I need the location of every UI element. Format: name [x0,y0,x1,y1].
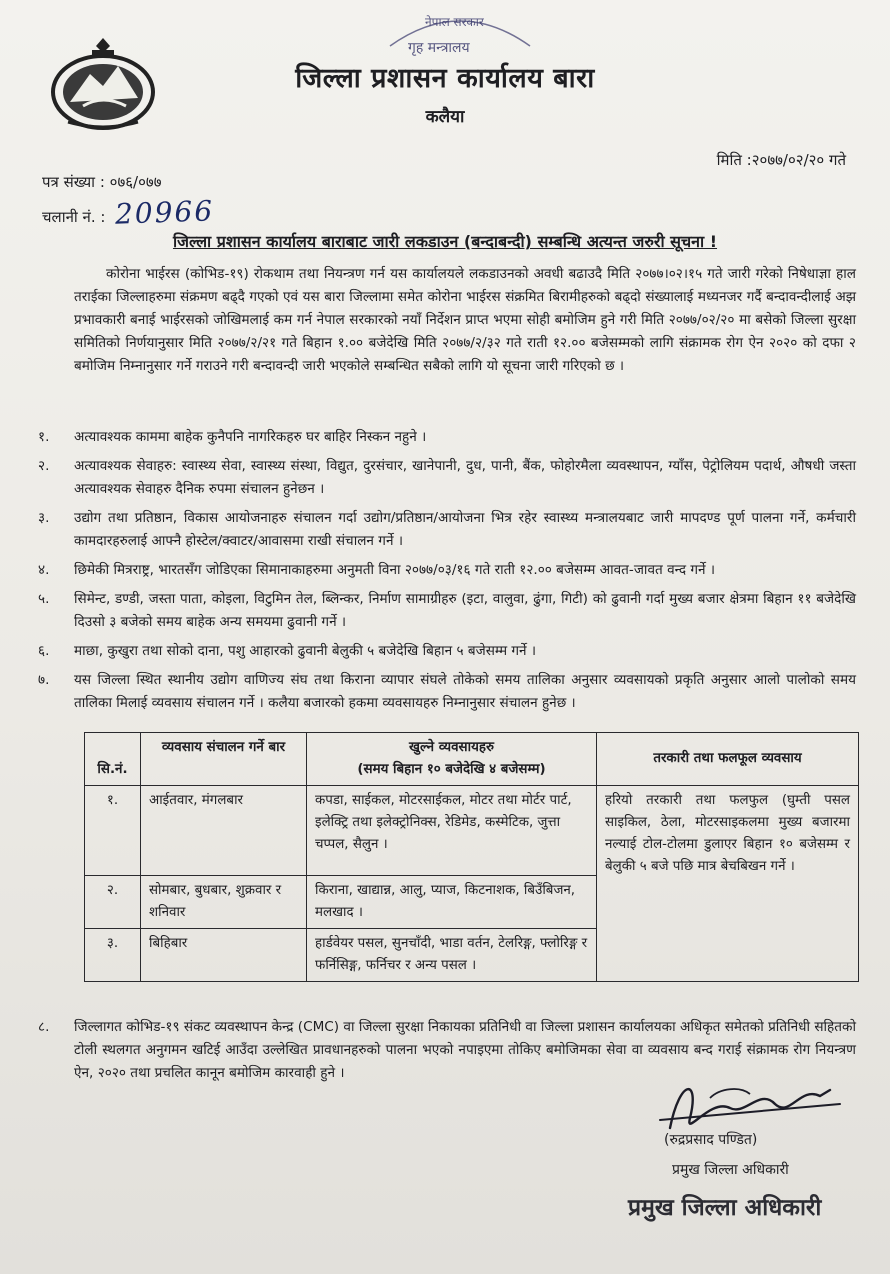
item-text: सिमेन्ट, डण्डी, जस्ता पाता, कोइला, विटुमिन तेल, ब्लिन्कर, निर्माण सामाग्रीहरु (इटा, वालुवा, ढुंगा, गिटी) को ढुवानी गर्दा मुख्य बजार क्षेत्रमा बिहान ११ बजेदेखि दिउसो ३ बजेको समय बाहेक अन्य समयमा ढुवानी गर्ने । [74,591,856,630]
ministry-seal [370,6,550,66]
header-days-label: व्यवसाय संचालन गर्ने बार [161,740,286,755]
header-sn [85,733,141,786]
row-business: कपडा, साईकल, मोटरसाईकल, मोटर तथा मोर्टर पार्ट, इलेक्ट्रि तथा इलेक्ट्रोनिक्स, रेडिमेड, कस्मेटिक, जुत्ता चप्पल, सैलुन । [307,786,597,876]
item-text: छिमेकी मित्रराष्ट्र, भारतसँग जोडिएका सिमानाकाहरुमा अनुमती विना २०७७/०३/१६ गते राती १२.०० बजेसम्म आवत-जावत वन्द गर्ने । [74,562,716,578]
reference-number: पत्र संख्या : ०७६/०७७ [42,173,162,191]
row-sn: ३. [85,929,141,982]
directive-list [38,426,856,721]
dispatch-line [42,196,215,229]
vegetable-rule: हरियो तरकारी तथा फलफुल (घुम्ती पसल साइकिल, ठेला, मोटरसाइकलमा मुख्य बजारमा नल्याई टोल-टोलमा डुलाएर बिहान १० बजेसम्म र बेलुकी ५ बजे पछि मात्र बेचबिखन गर्ने । [597,786,859,982]
item-text: अत्यावश्यक सेवाहरु: स्वास्थ्य सेवा, स्वास्थ्य संस्था, विद्युत, दुरसंचार, खानेपानी, दुध, पानी, बैंक, फोहोरमैला व्यवस्थापन, ग्याँस, पेट्रोलियम पदार्थ, औषधी जस्ता अत्यावश्यक सेवाहरु दैनिक रुपमा संचालन हुनेछन । [74,458,856,497]
dispatch-label: चलानी नं. : [42,208,106,226]
seal-top-text: नेपाल सरकार [425,15,484,29]
header-business-label: खुल्ने व्यवसायहरु [409,740,494,755]
row-days: बिहिबार [141,929,307,982]
office-name: जिल्ला प्रशासन कार्यालय बारा [295,63,595,94]
list-item [38,559,856,582]
table-row [85,786,859,876]
notice-subject: जिल्ला प्रशासन कार्यालय बाराबाट जारी लकडाउन (बन्दाबन्दी) सम्बन्धि अत्यन्त जरुरी सूचना ! [172,232,718,251]
business-schedule-table [84,732,859,982]
title-stamp: प्रमुख जिल्ला अधिकारी [628,1195,822,1221]
row-days: आईतवार, मंगलबार [141,786,307,876]
item-text: अत्यावश्यक काममा बाहेक कुनैपनि नागरिकहरु घर बाहिर निस्कन नहुने । [74,429,427,445]
table-header-row [85,733,859,786]
row-business: हार्डवेयर पसल, सुनचाँदी, भाडा वर्तन, टेलरिङ्ग, फ्लोरिङ्ग र फर्निसिङ्ग, फर्निचर र अन्य पसल । [307,929,597,982]
item-text: माछा, कुखुरा तथा सोको दाना, पशु आहारको ढुवानी बेलुकी ५ बजेदेखि बिहान ५ बजेसम्म गर्ने । [74,643,537,659]
item-number: २. [38,458,50,474]
item-text: जिल्लागत कोभिड-१९ संकट व्यवस्थापन केन्द्र (CMC) वा जिल्ला सुरक्षा निकायका प्रतिनिधी वा जिल्ला प्रशासन कार्यालयका अधिकृत समेतको प्रतिनिधी सहितको टोली स्थलगत अनुगमन खटिई आउँदा उल्लेखित प्रावधानहरुको पालना भएको नपाइएमा तोकिए बमोजिमका सेवा वा व्यवसाय बन्द गराई संक्रामक रोग नियन्त्रण ऐन, २०२० तथा प्रचलित कानून बमोजिम कारवाही हुने । [74,1019,856,1081]
item-number: ८. [38,1019,50,1035]
office-place: कलैया [425,107,465,127]
item-number: ३. [38,510,50,526]
list-item [38,669,856,715]
item-number: ६. [38,643,50,659]
header-veg-label: तरकारी तथा फलफूल व्यवसाय [653,751,802,766]
item-text: यस जिल्ला स्थित स्थानीय उद्योग वाणिज्य संघ तथा किराना व्यापार संघले तोकेको समय तालिका अनुसार व्यवसायको प्रकृति अनुसार आलो पालोको समय तालिका मिलाई व्यवसाय संचालन गर्ने । कलैया बजारको हकमा व्यवसायहरु निम्नानुसार संचालन हुनेछ । [74,672,856,711]
item-number: ४. [38,562,50,578]
row-days: सोमबार, बुधबार, शुक्रवार र शनिवार [141,876,307,929]
header-business [307,733,597,786]
list-item [38,455,856,501]
item-number: ५. [38,591,50,607]
intro-paragraph: कोरोना भाईरस (कोभिड-१९) रोकथाम तथा नियन्त्रण गर्न यस कार्यालयले लकडाउनको अवधी बढाउदै मिति २०७७।०२।१५ गते जारी गरेको निषेधाज्ञा हाल तराईका जिल्लाहरुमा संक्रमण बढ्दै गएको एवं यस बारा जिल्लामा समेत कोरोना भाईरस संक्रमित बिरामीहरुको बढ्दो संख्यालाई मध्यनजर गर्दै बन्दावन्दीलाई अझ प्रभावकारी बनाई भाईरसको जोखिमलाई कम गर्न नेपाल सरकारको नयाँ निर्देशन प्राप्त भएमा सोही बमोजिम हुने गरी मिति २०७७/०२/२० मा बसेको जिल्ला सुरक्षा समितिको निर्णयानुसार मिति २०७७/२/२१ गते बिहान १.०० बजेदेखि मिति २०७७/२/३२ गते राती १२.०० बजेसम्मको लागि संक्रामक रोग ऐन २०२० को दफा २ बमोजिम निम्नानुसार गर्ने गराउने गरी बन्दावन्दी जारी भएकोले सम्बन्धित सबैको लागि यो सूचना जारी गरिएको छ । [74,266,856,374]
signatory-title: प्रमुख जिल्ला अधिकारी [672,1162,789,1178]
seal-bottom-text: गृह मन्त्रालय [408,40,470,56]
dispatch-number-handwritten: 20966 [114,194,216,231]
header-veg [597,733,859,786]
item-number: १. [38,429,50,445]
list-item [38,426,856,449]
item-number: ७. [38,672,50,688]
row-sn: १. [85,786,141,876]
header-days [141,733,307,786]
list-item [38,507,856,553]
header-sn-label: सि.नं. [97,762,128,777]
list-item [38,588,856,634]
header-business-sublabel: (समय बिहान १० बजेदेखि ४ बजेसम्म) [357,762,546,777]
row-business: किराना, खाद्यान्न, आलु, प्याज, किटनाशक, बिउँबिजन, मलखाद । [307,876,597,929]
row-sn: २. [85,876,141,929]
list-item [38,640,856,663]
signatory-name: (रुद्रप्रसाद पण्डित) [664,1132,758,1148]
date-line: मिति :२०७७/०२/२० गते [716,151,846,169]
item-text: उद्योग तथा प्रतिष्ठान, विकास आयोजनाहरु संचालन गर्दा उद्योग/प्रतिष्ठान/आयोजना भित्र रहेर स्वास्थ्य मन्त्रालयबाट जारी मापदण्ड पूर्ण पालना गर्ने, कर्मचारी कामदारहरुलाई आफ्नै होस्टेल/क्वाटर/आवासमा राखी संचालन गर्ने । [74,510,856,549]
